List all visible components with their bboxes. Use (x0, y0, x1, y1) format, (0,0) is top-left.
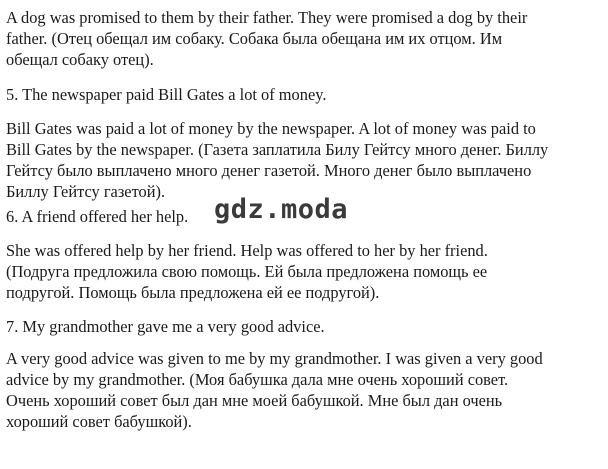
text-line: father. (Отец обещал им собаку. Собака была обещана им их отцом. Им (6, 29, 503, 48)
text-line: She was offered help by her friend. Help was offered to her by her friend. (6, 241, 488, 260)
answer-paragraph-7 (6, 348, 604, 432)
text-line: (Подруга предложила свою помощь. Ей была предложена помощь ее (6, 262, 488, 281)
exercise-sentence-5 (6, 84, 604, 105)
watermark-logo: gdz.moda (214, 194, 349, 225)
text-line: обещал собаку отец). (6, 50, 154, 69)
answer-paragraph-6 (6, 240, 604, 303)
text-line: 5. The newspaper paid Bill Gates a lot of money. (6, 85, 327, 104)
text-line: Гейтсу было выплачено много денег газетой. Много денег было выплачено (6, 161, 532, 180)
text-line: Bill Gates was paid a lot of money by the newspaper. A lot of money was paid to (6, 119, 536, 138)
text-line: Bill Gates by the newspaper. (Газета заплатила Билу Гейтсу много денег. Биллу (6, 140, 549, 159)
text-line: 7. My grandmother gave me a very good advice. (6, 317, 325, 336)
answer-paragraph-5 (6, 118, 604, 202)
text-line: Биллу Гейтсу газетой). (6, 182, 166, 201)
answer-paragraph-4 (6, 7, 604, 70)
text-line: Очень хороший совет был дан мне моей бабушкой. Мне был дан очень (6, 391, 503, 410)
text-line: хороший совет бабушкой). (6, 412, 192, 431)
text-line: A dog was promised to them by their father. They were promised a dog by their (6, 8, 528, 27)
text-line: A very good advice was given to me by my grandmother. I was given a very good (6, 349, 543, 368)
exercise-sentence-7 (6, 316, 604, 337)
text-line: advice by my grandmother. (Моя бабушка дала мне очень хороший совет. (6, 370, 509, 389)
text-line: подругой. Помощь была предложена ей ее подругой). (6, 283, 380, 302)
text-line: 6. A friend offered her help. (6, 207, 189, 226)
